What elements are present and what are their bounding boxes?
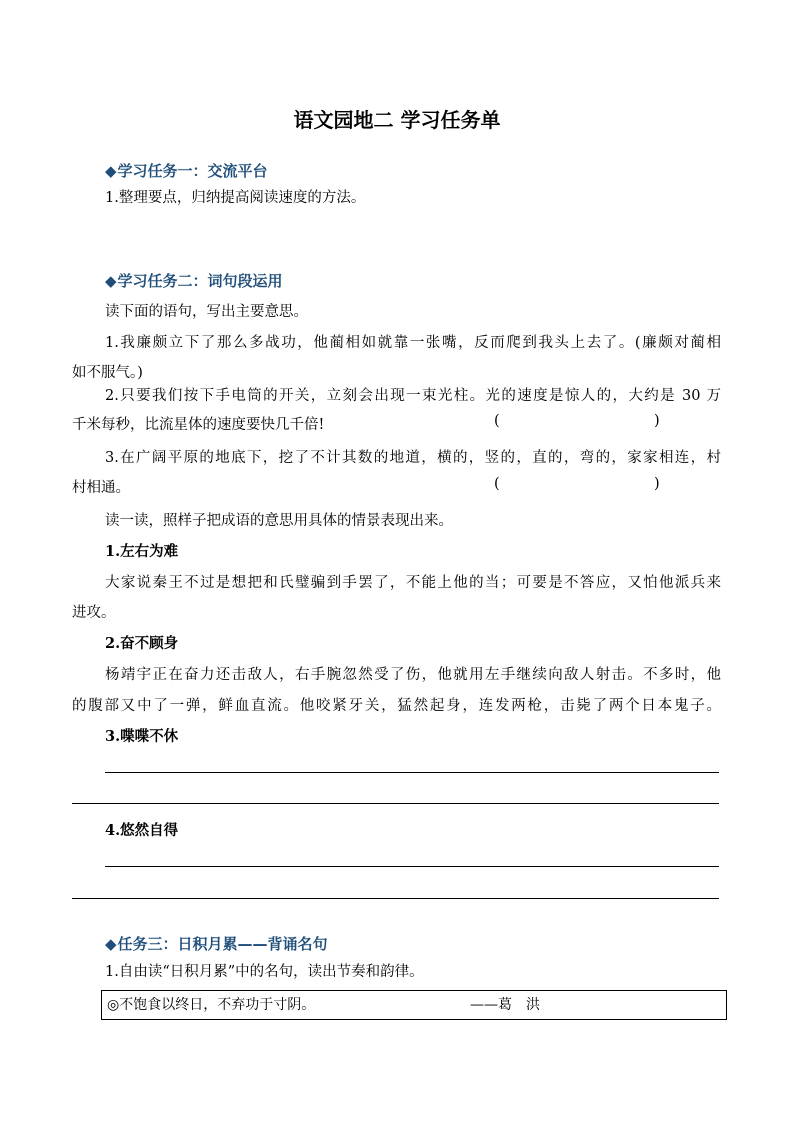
answer-paren-open: ( (494, 413, 500, 429)
idiom1-text-line2: 进攻。 (72, 605, 116, 621)
idiom4-title: 4.悠然自得 (105, 822, 179, 839)
task2-heading-text: 学习任务二：词句段运用 (117, 272, 283, 290)
idiom2-text-line2: 的腹部又中了一弹，鲜血直流。他咬紧牙关，猛然起身，连发两枪，击毙了两个日本鬼子。 (72, 698, 721, 714)
task1-item: 1.整理要点，归纳提高阅读速度的方法。 (105, 190, 366, 206)
diamond-icon: ◆ (105, 935, 117, 953)
sentence1-line1: 1.我廉颇立下了那么多战功，他蔺相如就靠一张嘴，反而爬到我头上去了。(廉颇对蔺相 (105, 335, 721, 351)
answer-line[interactable] (105, 866, 719, 867)
diamond-icon: ◆ (105, 272, 117, 290)
answer-line[interactable] (105, 772, 719, 773)
answer-line[interactable] (72, 898, 719, 899)
answer-line[interactable] (72, 803, 719, 804)
task2-heading (105, 270, 283, 291)
idiom2-title: 2.奋不顾身 (105, 635, 179, 652)
sentence1-line2: 如不服气。) (72, 365, 143, 381)
task2-instruction1: 读下面的语句，写出主要意思。 (105, 304, 308, 320)
page-title: 语文园地二 学习任务单 (293, 108, 501, 132)
idiom3-title: 3.喋喋不休 (105, 728, 179, 745)
quote-author: ——葛 洪 (470, 997, 540, 1013)
diamond-icon: ◆ (105, 162, 117, 180)
sentence3-line1: 3.在广阔平原的地底下，挖了不计其数的地道，横的，竖的，直的，弯的，家家相连，村 (105, 450, 721, 466)
quote-text: ◎不饱食以终日，不弃功于寸阴。 (107, 997, 316, 1013)
idiom1-title: 1.左右为难 (105, 543, 179, 560)
answer-paren-open: ( (494, 476, 500, 492)
idiom1-text-line1: 大家说秦王不过是想把和氏璧骗到手罢了，不能上他的当；可要是不答应，又怕他派兵来 (105, 575, 721, 591)
sentence2-line1: 2.只要我们按下手电筒的开关，立刻会出现一束光柱。光的速度是惊人的，大约是 30 万 (105, 388, 721, 404)
task3-item: 1.自由读“日积月累”中的名句，读出节奏和韵律。 (105, 964, 424, 980)
task1-heading (105, 160, 268, 181)
answer-paren-close: ) (654, 476, 660, 492)
task3-heading (105, 933, 328, 954)
idiom2-text-line1: 杨靖宇正在奋力还击敌人，右手腕忽然受了伤，他就用左手继续向敌人射击。不多时，他 (105, 667, 721, 683)
task1-heading-text: 学习任务一：交流平台 (117, 162, 268, 180)
task3-heading-text: 任务三：日积月累——背诵名句 (117, 935, 328, 953)
sentence3-line2: 村相通。 (72, 480, 130, 496)
sentence2-line2: 千米每秒，比流星体的速度要快几千倍! (72, 417, 325, 433)
task2-instruction2: 读一读，照样子把成语的意思用具体的情景表现出来。 (105, 513, 453, 529)
answer-paren-close: ) (654, 413, 660, 429)
